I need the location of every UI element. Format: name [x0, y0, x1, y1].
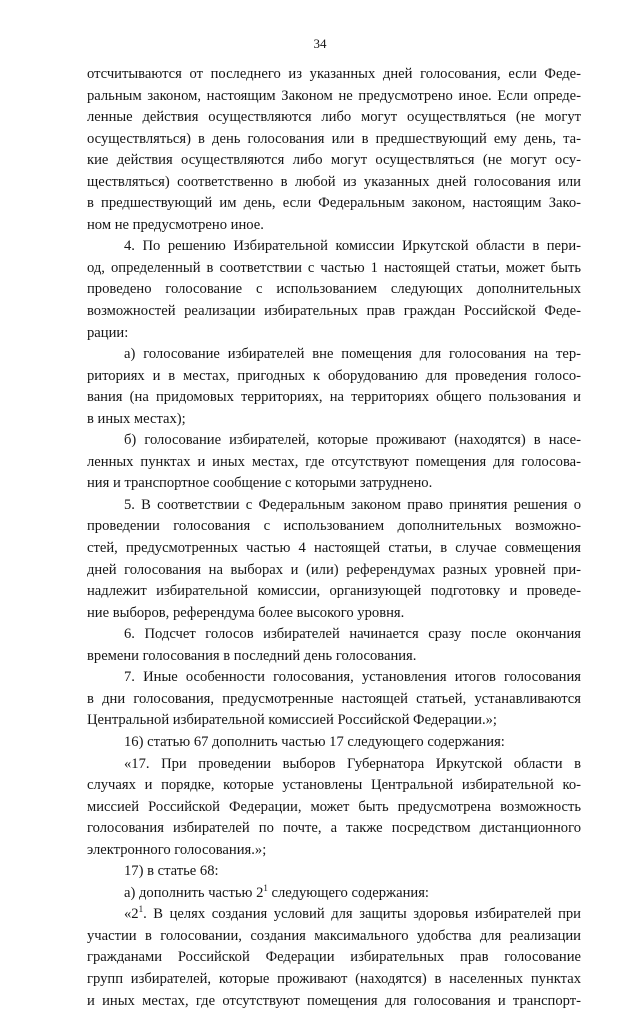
text-line: голосования избирателей по почте, а также посредством дистанционного — [87, 820, 581, 837]
text-line: возможностей реализации избирательных прав граждан Российской Феде- — [87, 303, 581, 320]
text-line: случаях и порядке, которые установлены Центральной избирательной ко- — [87, 777, 581, 794]
text-segment: . В целях создания условий для защиты здоровья избирателей при — [143, 906, 581, 923]
text-line: в предшествующий им день, если Федеральным законом, настоящим Зако- — [87, 195, 581, 212]
text-segment: а) дополнить частью 2 — [124, 884, 264, 901]
text-line: Центральной избирательной комиссией Российской Федерации.»; — [87, 712, 497, 729]
text-line: ральным законом, настоящим Законом не предусмотрено иное. Если опреде- — [87, 87, 581, 104]
text-line: вания (на придомовых территориях, на территориях общего пользования и — [87, 389, 581, 406]
text-line: б) голосование избирателей, которые проживают (находятся) в насе- — [124, 432, 581, 449]
text-line: 6. Подсчет голосов избирателей начинается сразу после окончания — [124, 626, 581, 643]
text-line — [87, 904, 581, 926]
text-line: а) голосование избирателей вне помещения для голосования на тер- — [124, 346, 581, 363]
text-line: отсчитываются от последнего из указанных дней голосования, если Феде- — [87, 66, 581, 82]
text-line: ленных пунктах и иных местах, где отсутствуют помещения для голосова- — [87, 453, 581, 470]
text-line: миссией Российской Федерации, может быть предусмотрена возможность — [87, 798, 581, 815]
text-line: ном не предусмотрено иное. — [87, 216, 264, 233]
text-segment: следующего содержания: — [267, 884, 429, 901]
text-line: 4. По решению Избирательной комиссии Иркутской области в пери- — [124, 238, 581, 255]
superscript: 1 — [263, 882, 268, 893]
text-line: гражданами Российской Федерации избирательных прав голосование — [87, 949, 581, 966]
text-line: в дни голосования, предусмотренные настоящей статьей, устанавливаются — [87, 690, 581, 707]
text-line: надлежит избирательной комиссии, организующей подготовку и проведе- — [87, 583, 581, 600]
text-line: кие действия осуществляются либо могут осуществляться (не могут осу- — [87, 152, 581, 169]
text-line: ние выборов, референдума более высокого уровня. — [87, 604, 405, 621]
text-segment: «2 — [124, 906, 139, 923]
text-line: проведении голосования с использованием дополнительных возможно- — [87, 518, 581, 535]
text-line: времени голосования в последний день голосования. — [87, 647, 417, 664]
text-line: участии в голосовании, создания максимального удобства для реализации — [87, 927, 581, 944]
text-line: и иных местах, где отсутствуют помещения для голосования и транспорт- — [87, 992, 581, 1009]
text-line: электронного голосования.»; — [87, 841, 267, 858]
text-line: ния и транспортное сообщение с которыми затруднено. — [87, 475, 433, 492]
body-text — [87, 64, 581, 1012]
text-line: рации: — [87, 324, 129, 341]
text-line: дней голосования на выборах и (или) референдумах разных уровней при- — [87, 561, 581, 578]
text-line: «17. При проведении выборов Губернатора Иркутской области в — [124, 755, 581, 772]
text-line: 5. В соответствии с Федеральным законом право принятия решения о — [124, 496, 581, 513]
text-line: групп избирателей, которые проживают (находятся) в населенных пунктах — [87, 970, 581, 987]
text-line — [87, 883, 581, 905]
superscript: 1 — [138, 904, 144, 915]
text-line: 7. Иные особенности голосования, установления итогов голосования — [124, 669, 581, 686]
text-line: ществляться) соответственно в любой из указанных дней голосования или — [87, 173, 581, 190]
text-line: осуществляться) в день голосования или в предшествующий ему день, та- — [87, 130, 581, 147]
text-line: 16) статью 67 дополнить частью 17 следующего содержания: — [124, 733, 505, 750]
text-line: стей, предусмотренных частью 4 настоящей статьи, в случае совмещения — [87, 540, 581, 557]
page-number: 34 — [313, 36, 327, 51]
text-line: 17) в статье 68: — [124, 863, 219, 880]
text-line: проведено голосование с использованием следующих дополнительных — [87, 281, 581, 298]
text-line: в иных местах); — [87, 410, 186, 427]
text-line: ленные действия осуществляются либо могут осуществляться (не могут — [87, 109, 581, 126]
text-line: риториях и в местах, пригодных к оборудованию для проведения голосо- — [87, 367, 581, 384]
text-line: од, определенный в соответствии с частью 1 настоящей статьи, может быть — [87, 259, 581, 276]
